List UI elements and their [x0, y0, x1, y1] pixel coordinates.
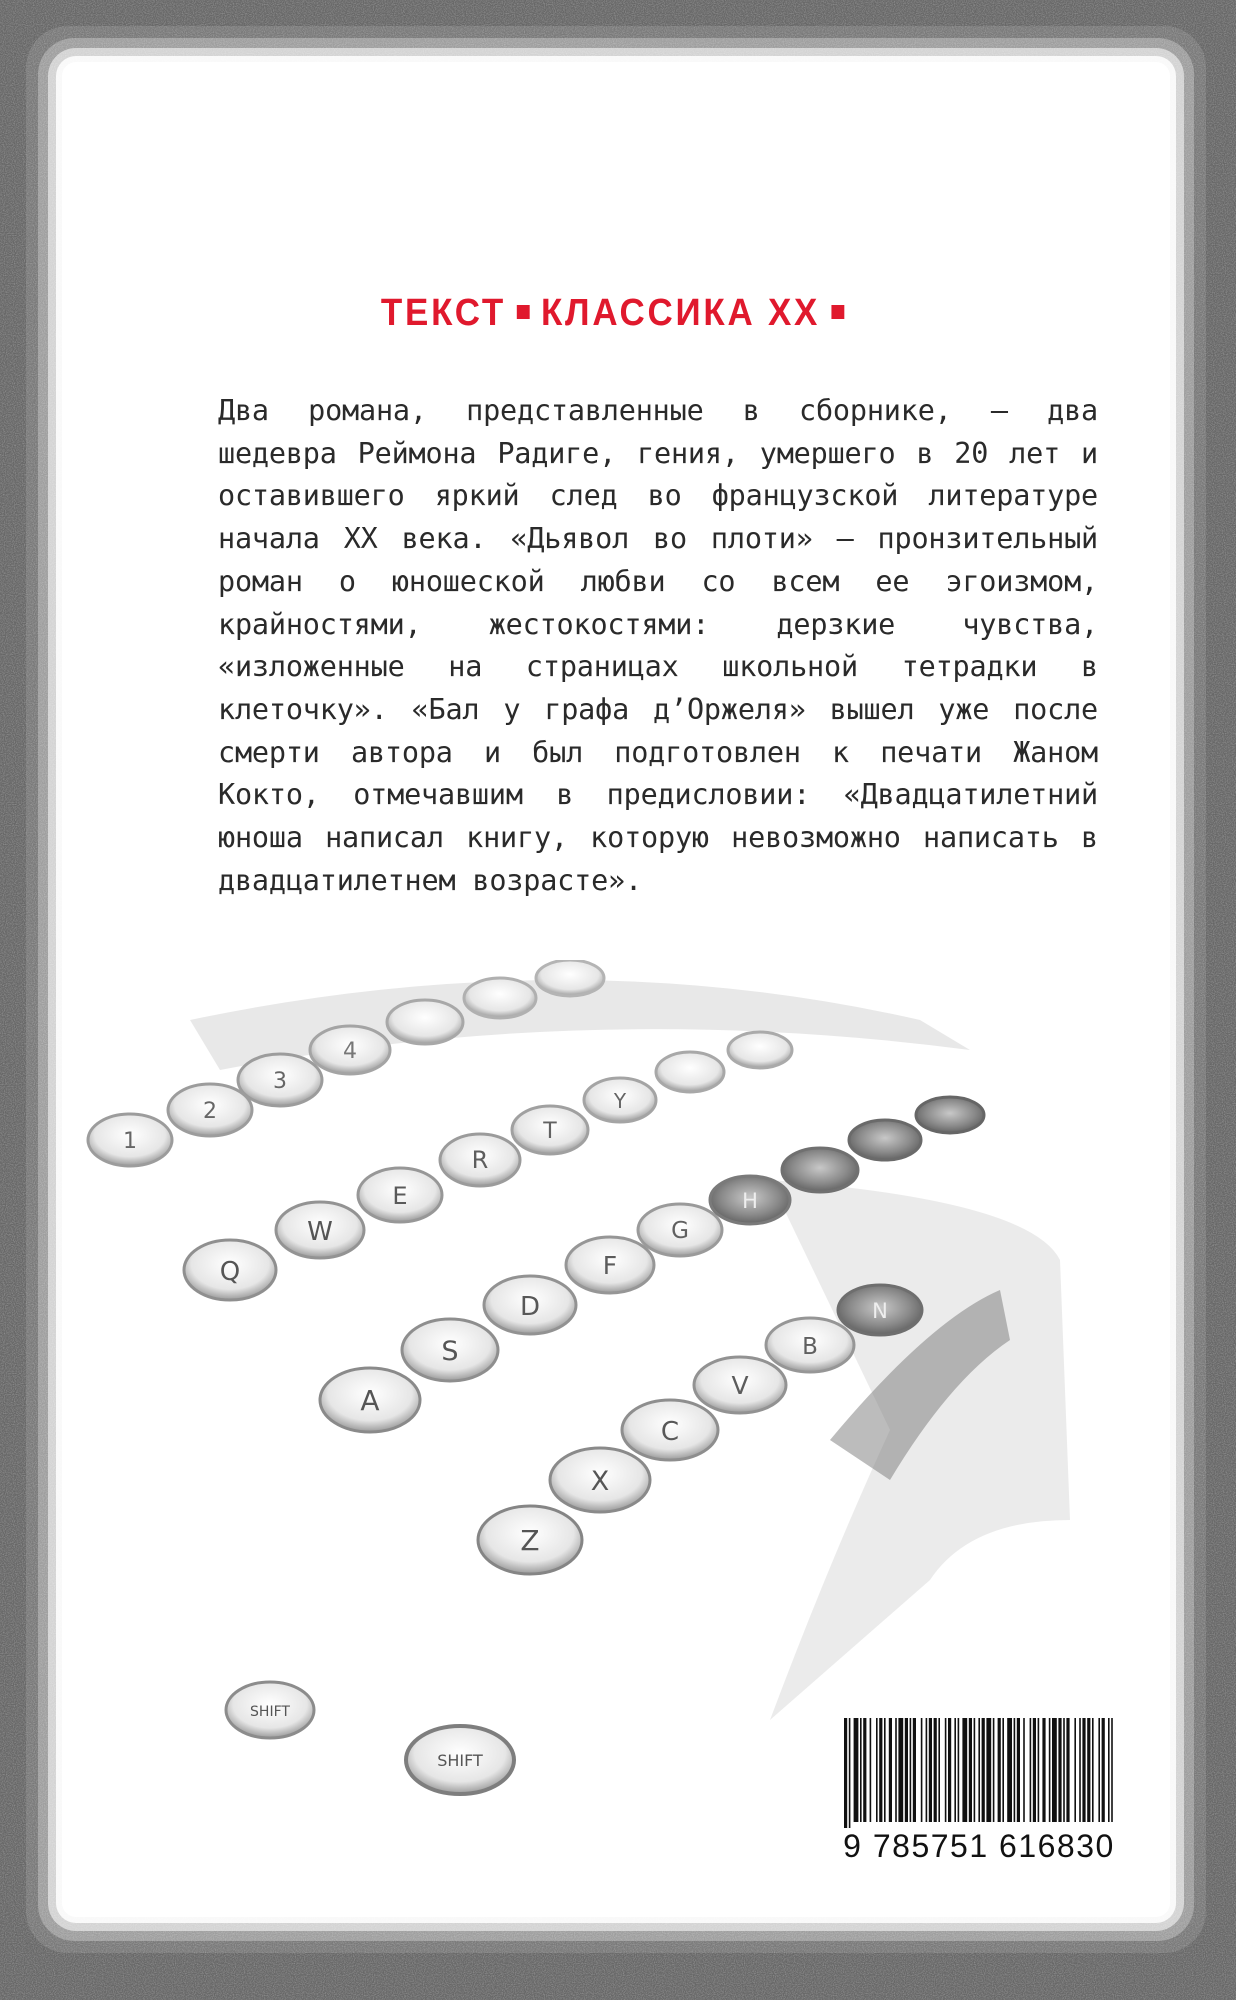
key-label: A — [360, 1384, 380, 1417]
barcode-bar — [860, 1718, 862, 1822]
key-label: W — [307, 1217, 333, 1247]
barcode-bar — [863, 1718, 866, 1822]
key-label: X — [590, 1466, 610, 1497]
barcode-bar — [993, 1718, 995, 1822]
typewriter-keyboard-illustration — [70, 960, 1130, 1820]
barcode-bar — [884, 1718, 886, 1822]
barcode-bar — [982, 1718, 985, 1822]
barcode-bar — [905, 1718, 908, 1822]
barcode-bar — [1007, 1718, 1012, 1822]
key-label: 4 — [343, 1039, 357, 1064]
barcode-bar — [1017, 1718, 1020, 1822]
series-name: КЛАССИКА XX — [540, 292, 821, 334]
barcode-bar — [978, 1718, 980, 1822]
barcode-bar — [876, 1718, 878, 1822]
key-label: 3 — [273, 1069, 287, 1094]
key-label: S — [441, 1336, 459, 1367]
barcode-bar — [934, 1718, 937, 1822]
key-label: SHIFT — [250, 1704, 290, 1720]
key-label: E — [392, 1182, 408, 1210]
series-title — [49, 292, 1186, 335]
key-label: Z — [520, 1524, 540, 1557]
barcode-bar — [889, 1718, 892, 1822]
barcode-bar — [1038, 1718, 1040, 1822]
barcode-bar — [895, 1718, 897, 1822]
key-label: D — [519, 1292, 541, 1322]
key-label: SHIFT — [437, 1751, 483, 1770]
barcode-bar — [969, 1718, 972, 1822]
barcode-bar — [1023, 1718, 1025, 1822]
barcode-bar — [938, 1718, 940, 1822]
key-label: H — [742, 1189, 758, 1213]
key-label: 1 — [123, 1129, 137, 1154]
series-brand: ТЕКСТ — [380, 292, 507, 334]
square-bullet-icon — [517, 305, 530, 319]
barcode-bar — [1042, 1718, 1045, 1822]
barcode-bar — [998, 1718, 1001, 1822]
key-label: R — [471, 1146, 489, 1174]
barcode-bar — [1049, 1718, 1051, 1822]
key-label: G — [671, 1218, 689, 1244]
key-label: C — [660, 1417, 680, 1447]
barcode-bar — [948, 1718, 951, 1822]
barcode-bar — [921, 1718, 923, 1822]
isbn-number: 9 785751 616830 — [843, 1828, 1115, 1864]
barcode-bar — [926, 1718, 928, 1822]
barcode-bar — [1014, 1718, 1016, 1822]
barcode-bar — [870, 1718, 872, 1822]
barcode-bar — [1108, 1718, 1110, 1822]
key-label: 2 — [203, 1099, 217, 1124]
barcode-bar — [962, 1718, 967, 1822]
barcode-bar — [986, 1718, 991, 1822]
isbn-barcode — [818, 1712, 1140, 1874]
barcode-bar — [849, 1718, 851, 1828]
barcode-bar — [945, 1718, 947, 1822]
barcode-bar — [1030, 1718, 1032, 1822]
barcode-bar — [1063, 1718, 1065, 1822]
barcode-bar — [1079, 1718, 1081, 1822]
barcode-bar — [913, 1718, 916, 1822]
key-label: Y — [613, 1089, 627, 1113]
book-description: Два романа, представленные в сборнике, — два шедевра Реймона Радиге, гения, умершего в 20 лет и оставившего яркий след во французской литературе начала XX века. «Дьявол во плоти» — пронзительный роман о юношеской любви со всем ее эгоизмом, крайностями, жестокостями: дерзкие чувства, «изложенные на страницах школьной тетрадки в клеточку». «Бал у графа д’Оржеля» вышел уже после смерти автора и был подготовлен к печати Жаном Кокто, отмечавшим в предисловии: «Двадцатилетний юноша написал книгу, которую невозможно написать в двадцатилетнем возрасте». — [218, 394, 1098, 897]
barcode-bar — [910, 1718, 912, 1822]
shift-keys — [226, 1682, 514, 1794]
barcode-bar — [1058, 1718, 1061, 1822]
barcode-bar — [1074, 1718, 1076, 1822]
barcode-bar — [1098, 1718, 1100, 1822]
barcode-bar — [898, 1718, 903, 1822]
barcode-bar — [1066, 1718, 1069, 1822]
key-label: V — [731, 1371, 749, 1400]
barcode-bar — [1002, 1718, 1004, 1822]
barcode-bar — [1092, 1718, 1094, 1822]
key-label: B — [802, 1334, 818, 1360]
key-label: Q — [219, 1257, 241, 1287]
barcode-bar — [1082, 1718, 1085, 1822]
barcode-bar — [854, 1718, 859, 1822]
barcode-bar — [879, 1718, 882, 1822]
barcode-bars — [844, 1718, 1114, 1828]
barcode-bar — [1052, 1718, 1057, 1822]
barcode-bar — [1111, 1718, 1113, 1822]
square-bullet-icon — [831, 305, 844, 319]
barcode-bar — [974, 1718, 976, 1822]
barcode-bar — [1033, 1718, 1036, 1822]
barcode-bar — [954, 1718, 956, 1822]
barcode-bar — [1087, 1718, 1090, 1822]
barcode-bar — [929, 1718, 932, 1822]
key-label: F — [602, 1251, 618, 1280]
key-label: N — [872, 1299, 888, 1323]
barcode-bar — [1102, 1718, 1105, 1822]
barcode-bar — [844, 1718, 847, 1828]
barcode-bar — [958, 1718, 960, 1822]
key-label: T — [543, 1119, 557, 1144]
